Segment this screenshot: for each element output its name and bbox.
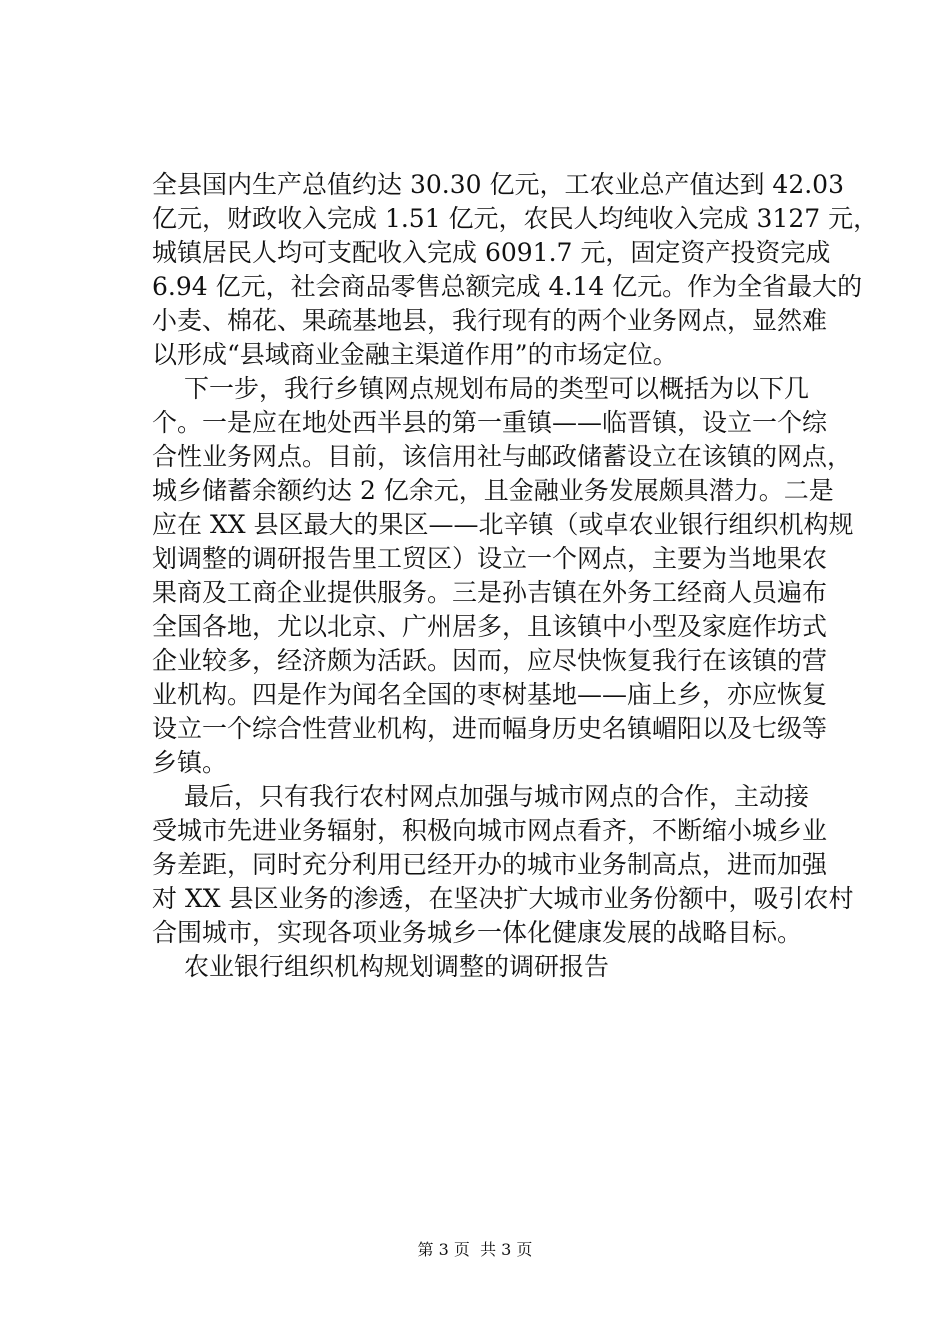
text-line: 亿元，财政收入完成 1.51 亿元，农民人均纯收入完成 3127 元， <box>152 204 879 233</box>
paragraph-start-line: 下一步，我行乡镇网点规划布局的类型可以概括为以下几 <box>184 374 810 403</box>
text-line: 果商及工商企业提供服务。三是孙吉镇在外务工经商人员遍布 <box>152 578 828 607</box>
text-line: 全国各地，尤以北京、广州居多，且该镇中小型及家庭作坊式 <box>152 612 828 641</box>
paragraph-start-line: 最后，只有我行农村网点加强与城市网点的合作，主动接 <box>184 782 810 811</box>
text-line: 受城市先进业务辐射，积极向城市网点看齐，不断缩小城乡业 <box>152 816 828 845</box>
text-line: 以形成“县域商业金融主渠道作用”的市场定位。 <box>152 340 678 369</box>
text-line: 城镇居民人均可支配收入完成 6091.7 元，固定资产投资完成 <box>152 238 831 267</box>
text-line: 6.94 亿元，社会商品零售总额完成 4.14 亿元。作为全省最大的 <box>152 272 863 301</box>
text-line: 划调整的调研报告里工贸区）设立一个网点，主要为当地果农 <box>152 544 828 573</box>
page-footer <box>0 1240 950 1260</box>
text-line: 应在 XX 县区最大的果区——北辛镇（或卓农业银行组织机构规 <box>152 510 854 539</box>
page-number: 第 3 页 共 3 页 <box>417 1240 533 1259</box>
text-line: 城乡储蓄余额约达 2 亿余元，且金融业务发展颇具潜力。二是 <box>152 476 834 505</box>
text-line: 合性业务网点。目前，该信用社与邮政储蓄设立在该镇的网点， <box>152 442 853 471</box>
text-line: 务差距，同时充分利用已经开办的城市业务制高点，进而加强 <box>152 850 828 879</box>
text-line: 业机构。四是作为闻名全国的枣树基地——庙上乡，亦应恢复 <box>152 680 828 709</box>
text-line: 企业较多，经济颇为活跃。因而，应尽快恢复我行在该镇的营 <box>152 646 828 675</box>
document-body <box>152 168 879 984</box>
text-line: 对 XX 县区业务的渗透，在坚决扩大城市业务份额中，吸引农村 <box>152 884 854 913</box>
text-line: 乡镇。 <box>152 748 228 777</box>
document-title-line: 农业银行组织机构规划调整的调研报告 <box>184 952 610 981</box>
text-line: 个。一是应在地处西半县的第一重镇——临晋镇，设立一个综 <box>152 408 828 437</box>
text-line: 全县国内生产总值约达 30.30 亿元，工农业总产值达到 42.03 <box>152 170 844 199</box>
text-line: 设立一个综合性营业机构，进而幅身历史名镇嵋阳以及七级等 <box>152 714 828 743</box>
text-line: 小麦、棉花、果疏基地县，我行现有的两个业务网点，显然难 <box>152 306 828 335</box>
text-line: 合围城市，实现各项业务城乡一体化健康发展的战略目标。 <box>152 918 803 947</box>
